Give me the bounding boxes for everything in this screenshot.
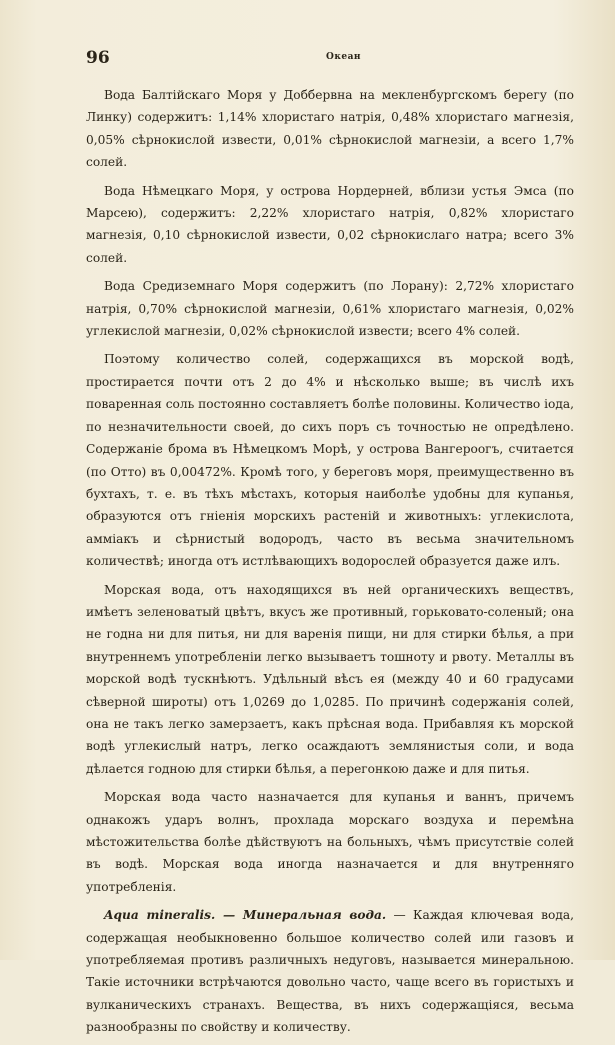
paragraph-sea-bathing: Морская вода часто назначается для купанья и ваннъ, причемъ однакожъ ударъ волнъ, прохлада морскаго воздуха и перемѣна мѣстожительства болѣе дѣйствуютъ на больныхъ, чѣмъ присутствіе солей въ водѣ. Морская вода иногда назначается и для внутренняго употребленія. <box>86 790 574 894</box>
paragraph-mediterranean-sea: Вода Средиземнаго Моря содержитъ (по Лорану): 2,72% хлористаго натрія, 0,70% сѣрнокислой магнезіи, 0,61% хлористаго магнезія, 0,02% углекислой магнезіи, 0,02% сѣрнокислой извести; всего 4% солей. <box>86 279 574 339</box>
running-head: Океан <box>326 52 361 62</box>
paragraph-salt-content: Поэтому количество солей, содержащихся въ морской водѣ, простирается почти отъ 2 до 4% и нѣсколько выше; въ числѣ ихъ поваренная соль постоянно составляетъ болѣе половины. Количество іода, по незначительности своей, до сихъ поръ съ точностью не опредѣлено. Содержаніе брома въ Нѣмецкомъ Морѣ, у острова Вангероогъ, считается (по Отто) въ 0,00472%. Кромѣ того, у береговъ моря, преимущественно въ бухтахъ, т. е. въ тѣхъ мѣстахъ, которыя наиболѣе удобны для купанья, образуются отъ гніенія морскихъ растеній и животныхъ: углекислота, аммiакъ и сѣрнистый водородъ, часто въ весьма значительномъ количествѣ; иногда отъ истлѣвающихъ водорослей образуется даже илъ. <box>86 352 574 569</box>
page-number: 96 <box>86 48 110 68</box>
body-text <box>86 84 574 1045</box>
paragraph-mineral-water <box>86 904 574 1038</box>
paragraph-sea-water-properties: Морская вода, отъ находящихся въ ней органическихъ веществъ, имѣетъ зеленоватый цвѣтъ, вкусъ же противный, горьковато-соленый; она не годна ни для питья, ни для варенія пищи, ни для стирки бѣлья, а при внутреннемъ употребленіи легко вызываетъ тошноту и рвоту. Металлы въ морской водѣ тускнѣютъ. Удѣльный вѣсъ ея (между 40 и 60 градусами сѣверной широты) отъ 1,0269 до 1,0285. По причинѣ содержанія солей, она не такъ легко замерзаетъ, какъ прѣсная вода. Прибавляя къ морской водѣ углекислый натръ, легко осаждаютъ землянистыя соли, и вода дѣлается годною для стирки бѣлья, а перегонкою даже и для питья. <box>86 582 574 776</box>
mineral-water-text: — Каждая ключевая вода, содержащая необыкновенно большое количество солей или газовъ и употребляемая противъ различныхъ недуговъ, называется минеральною. Такіе источники встрѣчаются довольно часто, чаще всего въ гористыхъ и вулканическихъ странахъ. Вещества, въ нихъ содержащіяся, весьма разнообразны по свойству и количеству. <box>86 908 574 1035</box>
paragraph-north-sea: Вода Нѣмецкаго Моря, у острова Нордерней, вблизи устья Эмса (по Марсею), содержитъ: 2,22% хлористаго натрія, 0,82% хлористаго магнезія, 0,10 сѣрнокислой извести, 0,02 сѣрнокислаго натра; всего 3% солей. <box>86 183 574 265</box>
page-header <box>86 48 575 72</box>
paragraph-baltic-sea: Вода Балтійскаго Моря у Доббервна на мекленбургскомъ берегу (по Линку) содержитъ: 1,14% хлористаго натрія, 0,48% хлористаго магнезія, 0,05% сѣрнокислой извести, 0,01% сѣрнокислой магнезіи, а всего 1,7% солей. <box>86 88 574 170</box>
term-aqua-mineralis: Aqua mineralis. — Минеральная вода. <box>104 908 387 923</box>
